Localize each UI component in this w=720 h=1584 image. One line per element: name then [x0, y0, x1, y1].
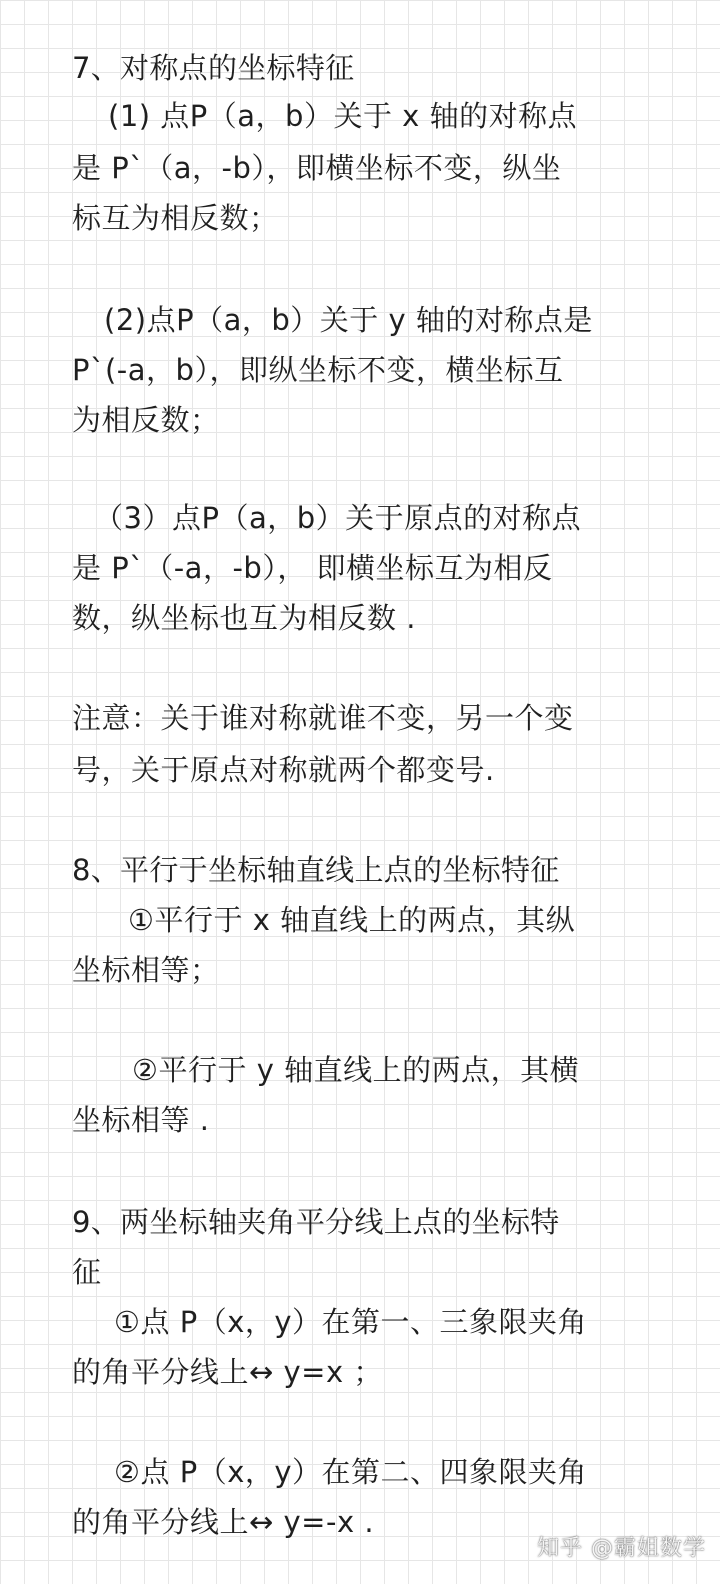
s7-item3-line2: 是 P`（-a，-b）， 即横坐标互为相反	[72, 551, 553, 585]
s9-item1-line2: 的角平分线上↔ y=x ；	[72, 1355, 383, 1389]
section-7-title: 7、对称点的坐标特征	[72, 51, 355, 85]
s7-note-line1: 注意：关于谁对称就谁不变，另一个变	[72, 701, 574, 735]
s8-item2-line2: 坐标相等 .	[72, 1103, 210, 1137]
s7-item1-line1: (1) 点P（a，b）关于 x 轴的对称点	[108, 99, 578, 133]
s8-item1-line1: ①平行于 x 轴直线上的两点，其纵	[128, 903, 576, 937]
s7-item3-line3: 数，纵坐标也互为相反数 .	[72, 601, 416, 635]
s9-item2-line1: ②点 P（x，y）在第二、四象限夹角	[114, 1455, 588, 1489]
s7-item1-line3: 标互为相反数；	[72, 201, 279, 235]
s7-item3-line1: （3）点P（a，b）关于原点的对称点	[94, 501, 582, 535]
s7-item2-line2: P`(-a，b），即纵坐标不变，横坐标互	[72, 353, 564, 387]
s7-item2-line3: 为相反数；	[72, 403, 220, 437]
s7-note-line2: 号，关于原点对称就两个都变号.	[72, 753, 495, 787]
section-8-title: 8、平行于坐标轴直线上点的坐标特征	[72, 853, 560, 887]
section-9-title-line2: 征	[72, 1255, 102, 1289]
section-9-title-line1: 9、两坐标轴夹角平分线上点的坐标特	[72, 1205, 560, 1239]
s8-item2-line1: ②平行于 y 轴直线上的两点，其横	[132, 1053, 580, 1087]
s9-item1-line1: ①点 P（x，y）在第一、三象限夹角	[114, 1305, 588, 1339]
watermark: 知乎 @霸姐数学	[537, 1536, 706, 1561]
s9-item2-line2: 的角平分线上↔ y=-x .	[72, 1505, 375, 1539]
s7-item2-line1: (2)点P（a，b）关于 y 轴的对称点是	[104, 303, 593, 337]
s8-item1-line2: 坐标相等；	[72, 953, 220, 987]
s7-item1-line2: 是 P`（a，-b），即横坐标不变，纵坐	[72, 151, 562, 185]
